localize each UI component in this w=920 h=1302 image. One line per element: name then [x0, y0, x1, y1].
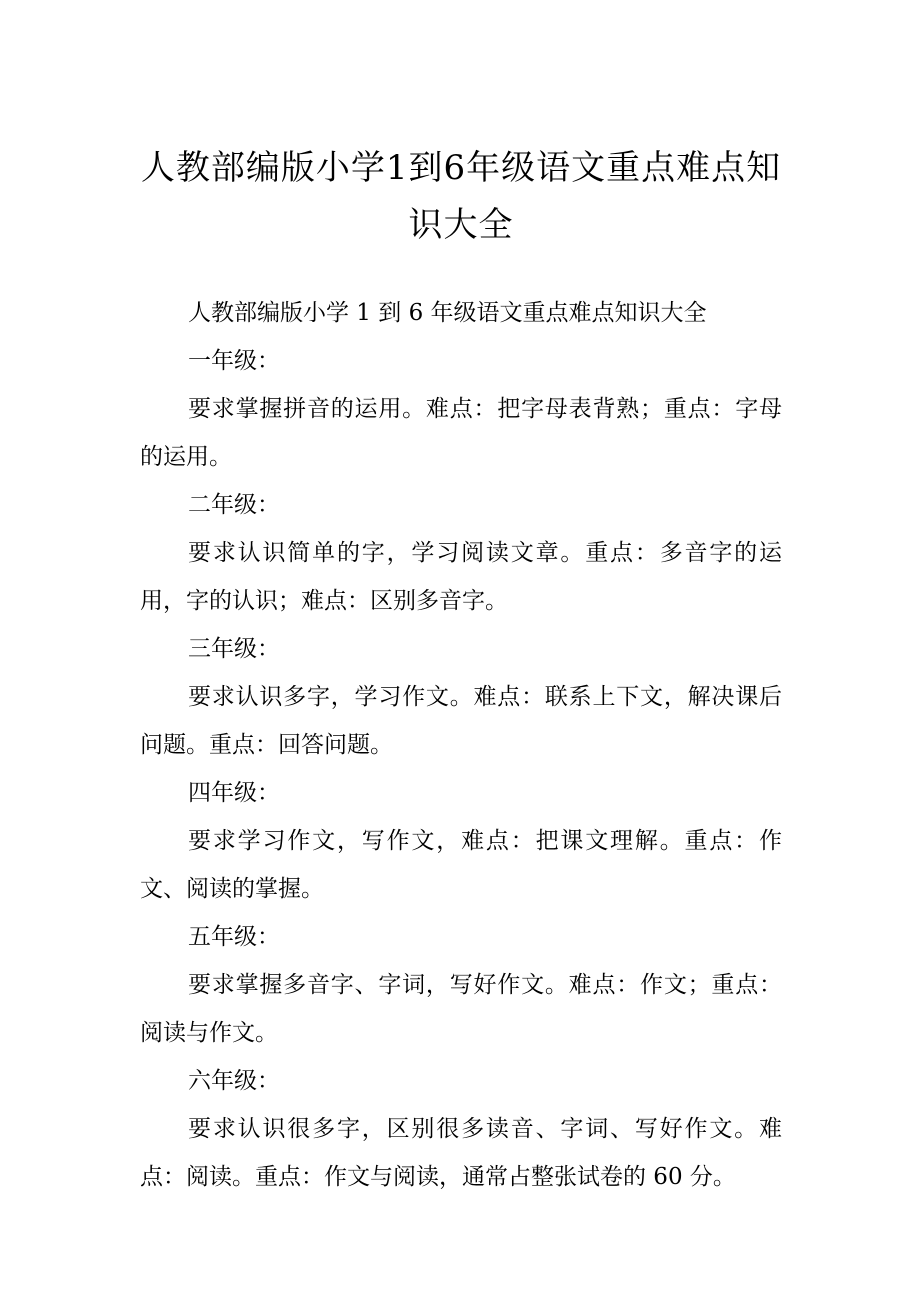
grade-paragraph: 要求认识简单的字，学习阅读文章。重点：多音字的运用，字的认识；难点：区别多音字。 [140, 540, 782, 614]
grade-paragraph: 要求掌握拼音的运用。难点：把字母表背熟；重点：字母的运用。 [140, 396, 782, 470]
document-body [140, 289, 782, 1201]
title-block [140, 140, 782, 254]
grade-heading: 三年级： [188, 636, 280, 662]
document-page [140, 140, 782, 1201]
grade-paragraph: 要求掌握多音字、字词，写好作文。难点：作文；重点：阅读与作文。 [140, 972, 782, 1046]
grade-paragraph: 要求认识很多字，区别很多读音、字词、写好作文。难点：阅读。重点：作文与阅读，通常占整张试卷的 60 分。 [140, 1116, 782, 1190]
grade-heading: 二年级： [188, 492, 280, 518]
grade-heading: 五年级： [188, 924, 280, 950]
grade-paragraph: 要求认识多字，学习作文。难点：联系上下文，解决课后问题。重点：回答问题。 [140, 684, 782, 758]
grade-heading: 四年级： [188, 780, 280, 806]
intro-paragraph: 人教部编版小学 1 到 6 年级语文重点难点知识大全 [188, 300, 707, 326]
grade-heading: 六年级： [188, 1068, 280, 1094]
grade-paragraph: 要求学习作文，写作文，难点：把课文理解。重点：作文、阅读的掌握。 [140, 828, 782, 902]
document-title: 人教部编版小学1到6年级语文重点难点知识大全 [140, 148, 782, 245]
grade-heading: 一年级： [188, 348, 280, 374]
